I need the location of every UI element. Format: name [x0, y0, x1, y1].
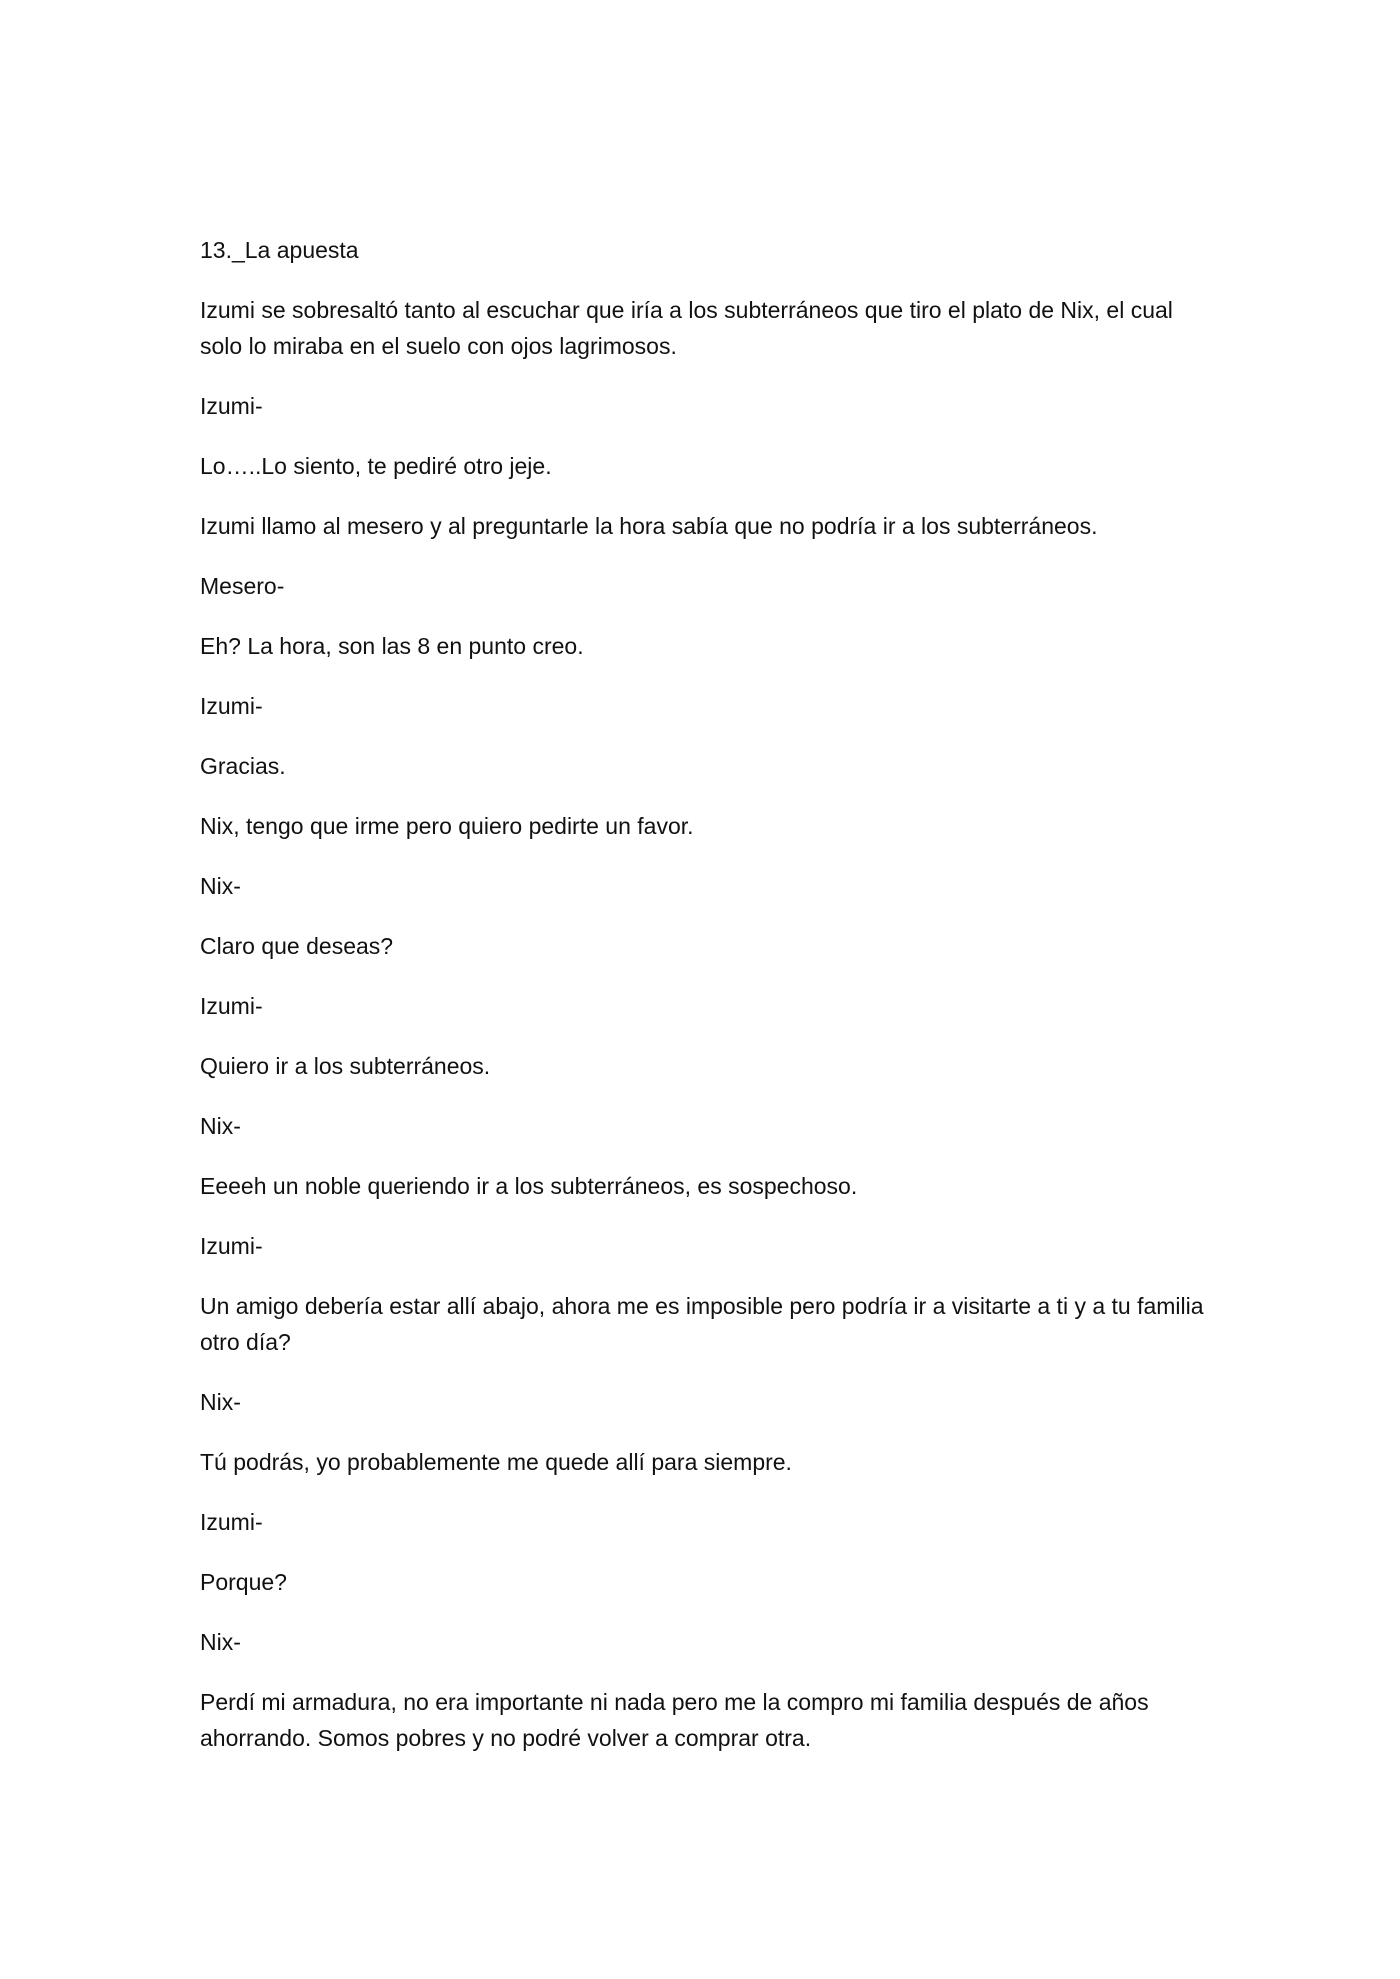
speaker-label: Izumi- [200, 1509, 263, 1535]
speaker-label: Izumi- [200, 993, 263, 1019]
document-body [200, 232, 1210, 1780]
speaker-label: Izumi- [200, 1233, 263, 1259]
speaker-label: Nix- [200, 873, 241, 899]
paragraph: Izumi llamo al mesero y al preguntarle la hora sabía que no podría ir a los subterráneos. [200, 513, 1098, 539]
speaker-label: Izumi- [200, 693, 263, 719]
speaker-label: Nix- [200, 1629, 241, 1655]
dialogue-line: Eh? La hora, son las 8 en punto creo. [200, 633, 584, 659]
dialogue-line: Gracias. [200, 753, 286, 779]
dialogue-line: Porque? [200, 1569, 287, 1595]
speaker-label: Mesero- [200, 573, 285, 599]
dialogue-line: Claro que deseas? [200, 933, 394, 959]
dialogue-line: Perdí mi armadura, no era importante ni nada pero me la compro mi familia después de años ahorrando. Somos pobres y no podré volver a comprar otra. [200, 1689, 1149, 1751]
dialogue-line: Tú podrás, yo probablemente me quede allí para siempre. [200, 1449, 792, 1475]
speaker-label: Nix- [200, 1113, 241, 1139]
chapter-title: 13._La apuesta [200, 237, 359, 263]
dialogue-line: Lo…..Lo siento, te pediré otro jeje. [200, 453, 552, 479]
dialogue-line: Eeeeh un noble queriendo ir a los subterráneos, es sospechoso. [200, 1173, 858, 1199]
speaker-label: Izumi- [200, 393, 263, 419]
dialogue-line: Un amigo debería estar allí abajo, ahora me es imposible pero podría ir a visitarte a ti y a tu familia otro día? [200, 1293, 1204, 1355]
dialogue-line: Nix, tengo que irme pero quiero pedirte un favor. [200, 813, 694, 839]
speaker-label: Nix- [200, 1389, 241, 1415]
dialogue-line: Quiero ir a los subterráneos. [200, 1053, 491, 1079]
paragraph: Izumi se sobresaltó tanto al escuchar que iría a los subterráneos que tiro el plato de Nix, el cual solo lo miraba en el suelo con ojos lagrimosos. [200, 297, 1173, 359]
